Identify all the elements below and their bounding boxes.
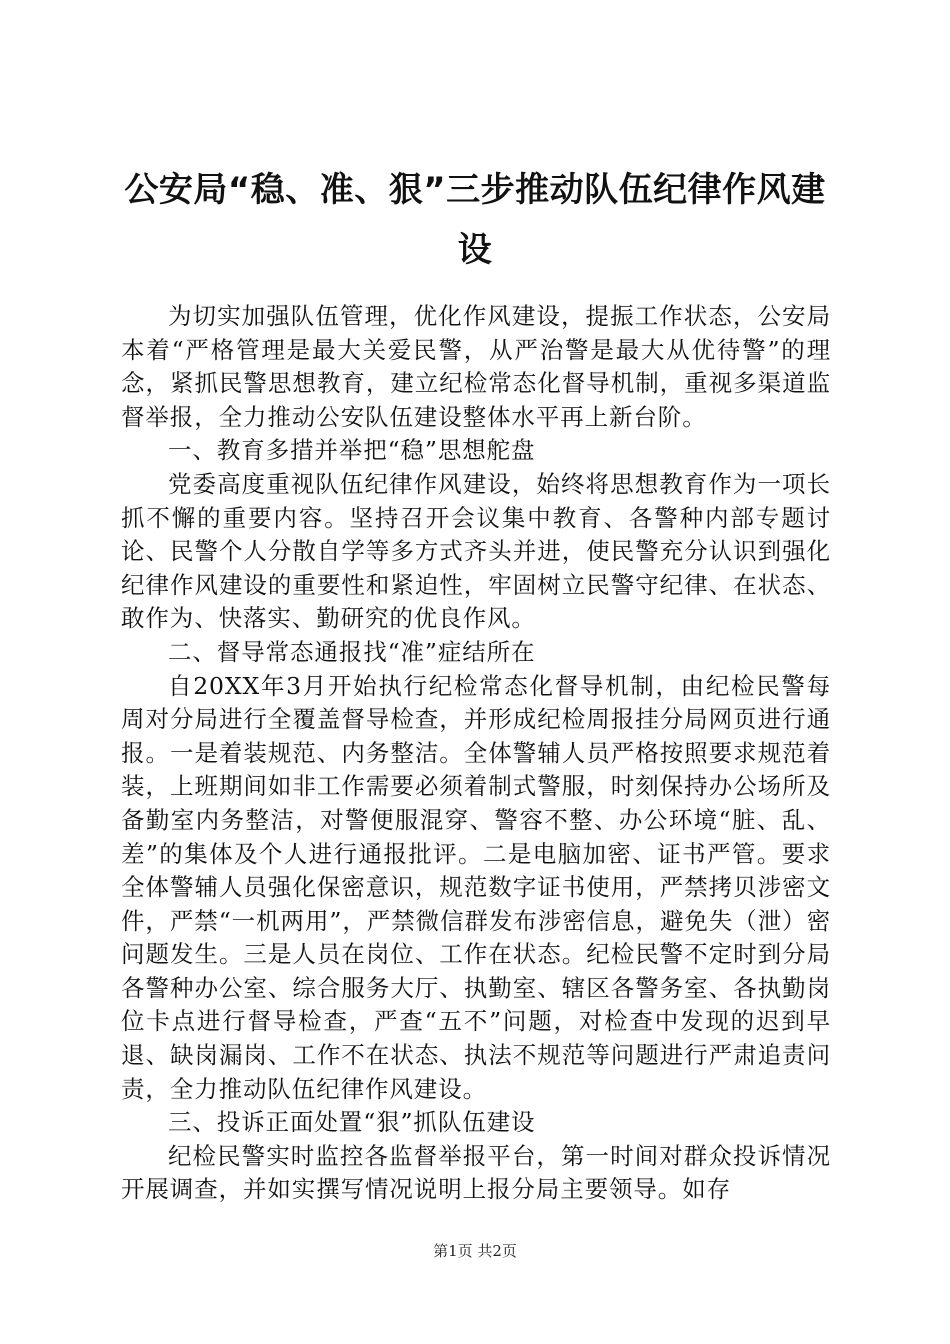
section-heading-2: 二、督导常态通报找“准”症结所在 <box>168 637 536 666</box>
document-body <box>121 300 831 1207</box>
section-heading-1: 一、教育多措并举把“稳”思想舵盘 <box>168 436 536 465</box>
intro-paragraph: 为切实加强队伍管理，优化作风建设，提振工作状态，公安局本着“严格管理是最大关爱民警，从严治警是最大从优待警”的理念，紧抓民警思想教育，建立纪检常态化督导机制，重视多渠道监督举报，全力推动公安队伍建设整体水平再上新台阶。 <box>121 302 831 431</box>
section-paragraph-3: 纪检民警实时监控各监督举报平台，第一时间对群众投诉情况开展调查，并如实撰写情况说明上报分局主要领导。如存 <box>121 1141 831 1204</box>
page-number-footer: 第1页 共2页 <box>433 1242 517 1260</box>
section-paragraph-2: 自20XX年3月开始执行纪检常态化督导机制，由纪检民警每周对分局进行全覆盖督导检查，并形成纪检周报挂分局网页进行通报。一是着装规范、内务整洁。全体警辅人员严格按照要求规范着装，上班期间如非工作需要必须着制式警服，时刻保持办公场所及备勤室内务整洁，对警便服混穿、警容不整、办公环境“脏、乱、差”的集体及个人进行通报批评。二是电脑加密、证书严管。要求全体警辅人员强化保密意识，规范数字证书使用，严禁拷贝涉密文件，严禁“一机两用”，严禁微信群发布涉密信息，避免失（泄）密问题发生。三是人员在岗位、工作在状态。纪检民警不定时到分局各警种办公室、综合服务大厅、执勤室、辖区各警务室、各执勤岗位卡点进行督导检查，严查“五不”问题，对检查中发现的迟到早退、缺岗漏岗、工作不在状态、执法不规范等问题进行严肃追责问责，全力推动队伍纪律作风建设。 <box>121 671 831 1103</box>
section-paragraph-1: 党委高度重视队伍纪律作风建设，始终将思想教育作为一项长抓不懈的重要内容。坚持召开会议集中教育、各警种内部专题讨论、民警个人分散自学等多方式齐头并进，使民警充分认识到强化纪律作风建设的重要性和紧迫性，牢固树立民警守纪律、在状态、敢作为、快落实、勤研究的优良作风。 <box>121 469 831 633</box>
document-title: 公安局“稳、准、狠”三步推动队伍纪律作风建设 <box>124 170 826 270</box>
section-heading-3: 三、投诉正面处置“狠”抓队伍建设 <box>168 1108 536 1137</box>
